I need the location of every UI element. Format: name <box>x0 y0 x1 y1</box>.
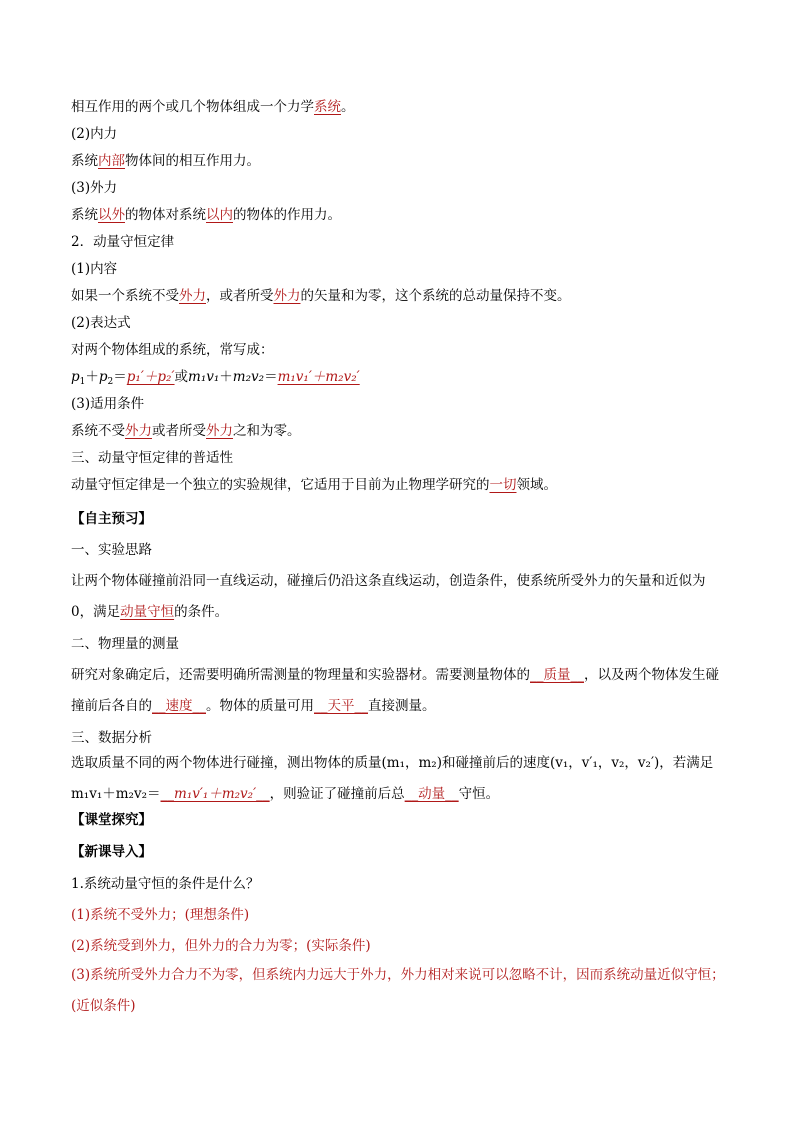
law-content <box>71 287 571 305</box>
expression-intro: 对两个物体组成的系统，常写成： <box>71 342 274 358</box>
measurement-heading: 二、物理量的测量 <box>71 636 179 652</box>
universality-heading: 三、动量守恒定律的普适性 <box>71 450 233 466</box>
text: 之和为零。 <box>233 423 301 439</box>
content-heading: (1)内容 <box>71 261 118 277</box>
new-lesson-heading: 【新课导入】 <box>71 844 152 860</box>
answer-1: (1)系统不受外力；(理想条件) <box>71 907 250 923</box>
answer-2: (2)系统受到外力，但外力的合力为零；(实际条件) <box>71 938 371 954</box>
text: 动量守恒定律是一个独立的实验规律，它适用于目前为止物理学研究的 <box>71 477 490 493</box>
symbol: p <box>98 369 108 385</box>
text: 相互作用的两个或几个物体组成一个力学 <box>71 99 314 115</box>
experiment-idea-text <box>71 566 731 628</box>
analysis-heading: 三、数据分析 <box>71 730 152 746</box>
external-force-definition <box>71 206 341 224</box>
law-heading: 2．动量守恒定律 <box>71 234 175 250</box>
question-1: 1.系统动量守恒的条件是什么？ <box>71 876 260 892</box>
expression-heading: (2)表达式 <box>71 315 131 331</box>
text: 直接测量。 <box>368 698 436 714</box>
text: 。物体的质量可用 <box>206 698 314 714</box>
text: 如果一个系统不受 <box>71 288 179 304</box>
text: ，则验证了碰撞前后总 <box>269 786 405 802</box>
answer-underline: 动量守恒 <box>120 604 175 620</box>
answer-underline: 以外 <box>98 207 125 223</box>
symbol: p <box>71 369 80 385</box>
text: 或 <box>174 369 189 385</box>
text: 系统 <box>71 153 98 169</box>
text: 系统 <box>71 207 98 223</box>
operator: ＝ <box>113 369 127 385</box>
text: 研究对象确定后，还需要明确所需测量的物理量和实验器材。需要测量物体的 <box>71 667 530 683</box>
system-definition <box>71 98 355 116</box>
answer-underline: __m₁v′₁＋m₂v₂′__ <box>160 786 270 802</box>
text: ，以及两个物体发生碰撞前后各自的 <box>71 667 719 714</box>
symbol: m₁v₁ <box>188 369 220 385</box>
answer-underline: 以内 <box>206 207 233 223</box>
symbol: m₂v₂ <box>232 369 265 385</box>
internal-force-heading: (2)内力 <box>71 126 118 142</box>
operator: ＝ <box>264 369 278 385</box>
subscript: 1 <box>79 377 86 387</box>
text: 守恒。 <box>458 786 500 802</box>
text: 的物体对系统 <box>125 207 206 223</box>
preview-heading: 【自主预习】 <box>71 511 152 527</box>
internal-force-definition <box>71 152 260 170</box>
universality-text <box>71 476 557 494</box>
measurement-text <box>71 660 731 722</box>
class-explore-heading: 【课堂探究】 <box>71 812 152 828</box>
text: 的矢量和为零，这个系统的总动量保持不变。 <box>300 288 571 304</box>
momentum-formula <box>71 368 360 386</box>
answer-underline: __速度__ <box>152 698 206 714</box>
condition-text <box>71 422 301 440</box>
text: 领域。 <box>516 477 557 493</box>
answer-underline: m₁v₁′＋m₂v₂′ <box>277 369 360 385</box>
answer-underline: __天平__ <box>314 698 368 714</box>
answer-underline: p₁′＋p₂′ <box>126 369 175 385</box>
answer-underline: 外力 <box>206 423 233 439</box>
answer-underline: 外力 <box>179 288 206 304</box>
text: 系统不受 <box>71 423 125 439</box>
text: 或者所受 <box>152 423 206 439</box>
subscript: 2 <box>107 377 114 387</box>
text: 的物体的作用力。 <box>233 207 341 223</box>
answer-underline: __质量__ <box>530 667 584 683</box>
condition-heading: (3)适用条件 <box>71 396 145 412</box>
analysis-text <box>71 748 731 810</box>
external-force-heading: (3)外力 <box>71 180 118 196</box>
answer-underline: 内部 <box>98 153 125 169</box>
experiment-idea-heading: 一、实验思路 <box>71 542 152 558</box>
answer-3: (3)系统所受外力合力不为零，但系统内力远大于外力，外力相对来说可以忽略不计，因而系统动量近似守恒；(近似条件) <box>71 967 725 1014</box>
answer-underline: 外力 <box>273 288 301 304</box>
text: 选取质量不同的两个物体进行碰撞，测出物体的质量(m₁，m₂)和碰撞前后的速度(v₁，v′₁，v₂，v₂′)，若满足 m₁v₁＋m₂v₂＝ <box>71 755 714 802</box>
answer-underline: __动量__ <box>404 786 459 802</box>
answer-underline: 一切 <box>489 477 517 493</box>
operator: ＋ <box>219 369 233 385</box>
text: 让两个物体碰撞前沿同一直线运动，碰撞后仍沿这条直线运动，创造条件，使系统所受外力的矢量和近似为 0，满足 <box>71 573 706 620</box>
text: ，或者所受 <box>206 288 274 304</box>
answer-underline: 外力 <box>125 423 152 439</box>
text: 。 <box>341 99 355 115</box>
text: 的条件。 <box>174 604 229 620</box>
answer-underline: 系统 <box>314 99 341 115</box>
text: 物体间的相互作用力。 <box>125 153 260 169</box>
operator: ＋ <box>85 369 99 385</box>
